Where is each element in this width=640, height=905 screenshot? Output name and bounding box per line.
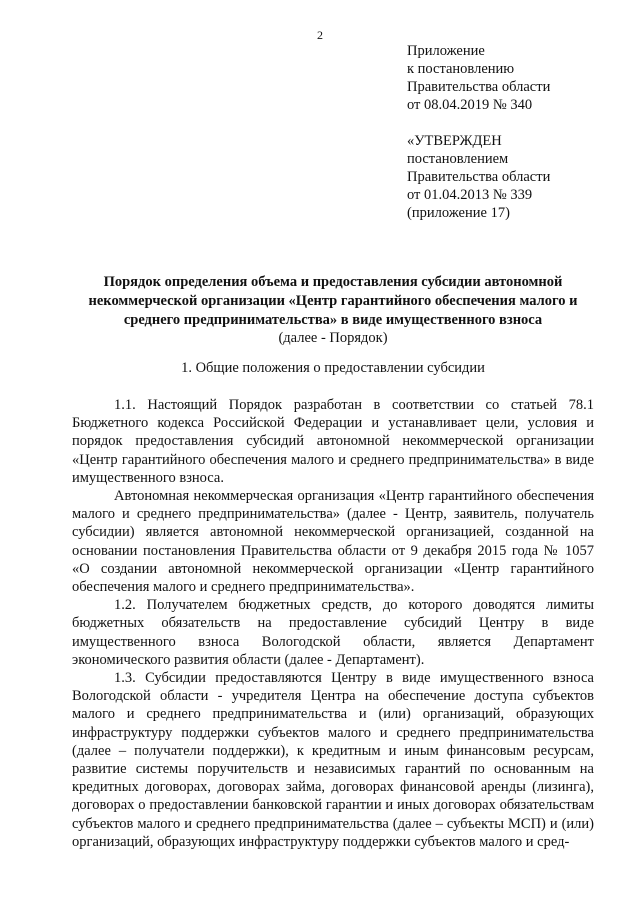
paragraph: Автономная некоммерческая организация «Центр гарантийного обеспечения малого и среднего предпринимательства» (далее - Центр, заявитель, получатель субсидии) является автономной некоммерческой организацией, созданной на основании постановления Правительства области от 9 декабря 2015 года № 1057 «О создании автономной некоммерческой организации «Центр гарантийного обеспечения малого и среднего предпринимательства». [72,488,594,596]
appendix-line: к постановлению [407,61,515,77]
approval-line: (приложение 17) [407,205,510,221]
section-heading: 1. Общие положения о предоставлении субсидии [181,360,485,376]
approval-line: от 01.04.2013 № 339 [407,187,533,203]
approval-line: Правительства области [407,169,551,185]
approval-line: «УТВЕРЖДЕН [407,133,502,149]
appendix-header [407,42,550,114]
appendix-line: Правительства области [407,79,551,95]
appendix-line: от 08.04.2019 № 340 [407,97,533,113]
document-title: Порядок определения объема и предоставления субсидии автономной некоммерческой организации «Центр гарантийного обеспечения малого и среднего предпринимательства» в виде имущественного взноса [88,274,578,328]
paragraph: 1.1. Настоящий Порядок разработан в соответствии со статьей 78.1 Бюджетного кодекса Российской Федерации и устанавливает цели, условия и порядок предоставления субсидий автономной некоммерческой организации «Центр гарантийного обеспечения малого и среднего предпринимательства» в виде имущественного взноса. [72,397,594,486]
page-number: 2 [317,28,323,42]
document-subtitle: (далее - Порядок) [278,330,388,346]
document-body [72,396,594,851]
approval-line: постановлением [407,151,509,167]
appendix-line: Приложение [407,43,485,59]
approval-stamp [407,132,550,222]
paragraph: 1.2. Получателем бюджетных средств, до которого доводятся лимиты бюджетных обязательств на предоставление субсидий Центру в виде имущественного взноса Вологодской области, является Департамент экономического развития области (далее - Департамент). [72,597,594,668]
paragraph: 1.3. Субсидии предоставляются Центру в виде имущественного взноса Вологодской области - учредителя Центра на обеспечение доступа субъектов малого и среднего предпринимательства и (или) организаций, образующих инфраструктуру поддержки субъектов малого и среднего предпринимательства (далее – получатели поддержки), к кредитным и иным финансовым ресурсам, развитие системы поручительств и независимых гарантий по основанным на кредитных договорах, договорах займа, договорах финансовой аренды (лизинга), договорах о предоставлении банковской гарантии и иных договорах обязательствам субъектов малого и среднего предпринимательства (далее – субъекты МСП) и (или) организаций, образующих инфраструктуру поддержки субъектов малого и сред- [72,670,594,850]
